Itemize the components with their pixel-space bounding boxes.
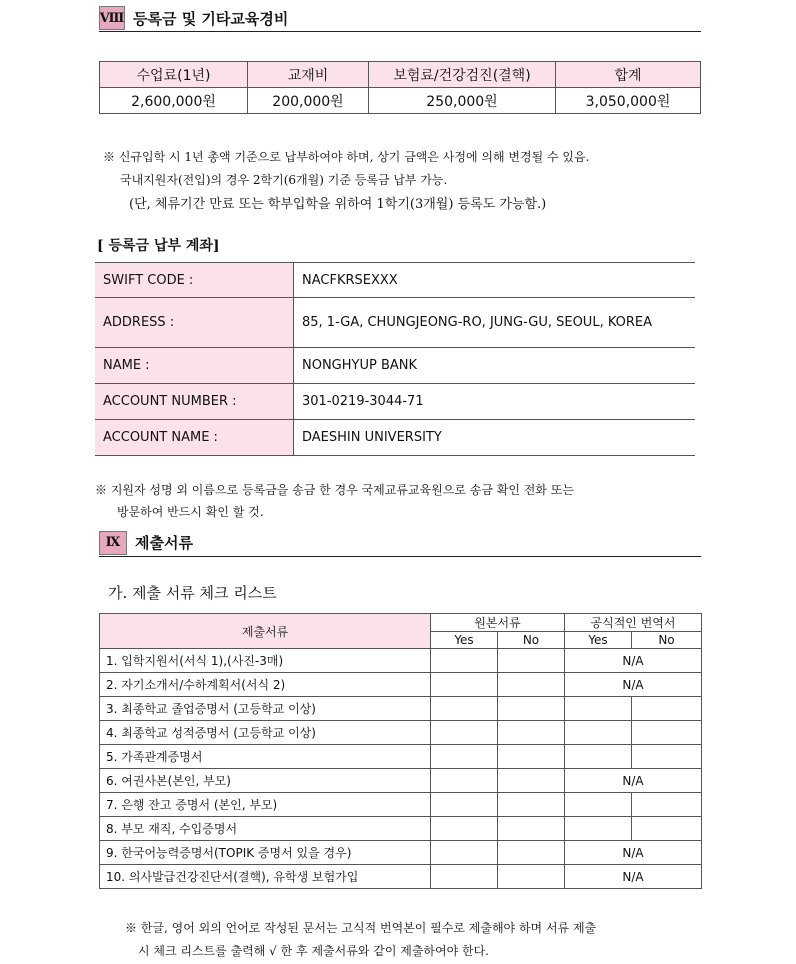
section-8-title: 등록금 및 기타교육경비 xyxy=(133,9,289,28)
account-value: DAESHIN UNIVERSITY xyxy=(294,420,696,456)
checkbox-translation-no[interactable] xyxy=(632,721,702,745)
checklist-row xyxy=(100,697,702,721)
account-value: NONGHYUP BANK xyxy=(294,348,696,384)
account-row xyxy=(95,384,695,420)
checklist-doc: 3. 최종학교 졸업증명서 (고등학교 이상) xyxy=(100,697,431,721)
checkbox-original-no[interactable] xyxy=(498,769,565,793)
account-row xyxy=(95,420,695,456)
checklist-doc: 4. 최종학교 성적증명서 (고등학교 이상) xyxy=(100,721,431,745)
checklist-row xyxy=(100,865,702,889)
checklist-col-original: 원본서류 xyxy=(431,614,565,632)
checkbox-original-no[interactable] xyxy=(498,697,565,721)
checklist-col-doc: 제출서류 xyxy=(100,614,431,649)
tuition-note-3: (단, 체류기간 만료 또는 학부입학을 위하여 1학기(3개월) 등록도 가능함.) xyxy=(129,197,547,212)
account-value: 301-0219-3044-71 xyxy=(294,384,696,420)
tuition-value-cell: 3,050,000원 xyxy=(556,88,701,114)
tuition-header-cell: 보험료/건강검진(결핵) xyxy=(369,62,556,88)
checkbox-original-yes[interactable] xyxy=(431,673,498,697)
checkbox-translation-yes[interactable] xyxy=(565,817,632,841)
checkbox-original-no[interactable] xyxy=(498,793,565,817)
checklist-doc: 5. 가족관계증명서 xyxy=(100,745,431,769)
checklist-doc: 9. 한국어능력증명서(TOPIK 증명서 있을 경우) xyxy=(100,841,431,865)
checklist-row xyxy=(100,649,702,673)
section-9-title: 제출서류 xyxy=(135,534,193,552)
tuition-header-cell: 합계 xyxy=(556,62,701,88)
checkbox-original-yes[interactable] xyxy=(431,841,498,865)
tuition-header-cell: 수업료(1년) xyxy=(100,62,248,88)
tuition-table xyxy=(99,61,701,114)
checkbox-original-yes[interactable] xyxy=(431,745,498,769)
checklist-doc: 2. 자기소개서/수하계획서(서식 2) xyxy=(100,673,431,697)
account-note-2: 방문하여 반드시 확인 할 것. xyxy=(117,505,264,519)
tuition-value-cell: 200,000원 xyxy=(248,88,369,114)
tuition-value-cell: 250,000원 xyxy=(369,88,556,114)
tuition-value-cell: 2,600,000원 xyxy=(100,88,248,114)
checklist-title: 가. 제출 서류 체크 리스트 xyxy=(108,584,277,602)
account-title: [ 등록금 납부 계좌] xyxy=(97,238,220,254)
account-label: ACCOUNT NAME : xyxy=(95,420,294,456)
checkbox-translation-no[interactable] xyxy=(632,745,702,769)
checklist-doc: 6. 여권사본(본인, 부모) xyxy=(100,769,431,793)
section-8-header xyxy=(99,5,701,32)
account-table xyxy=(95,262,695,456)
account-note-1: ※ 지원자 성명 외 이름으로 등록금을 송금 한 경우 국제교류교육원으로 송금 확인 전화 또는 xyxy=(95,483,574,497)
checklist-doc: 7. 은행 잔고 증명서 (본인, 부모) xyxy=(100,793,431,817)
checkbox-translation-no[interactable] xyxy=(632,793,702,817)
tuition-header-cell: 교재비 xyxy=(248,62,369,88)
checklist-col-no: No xyxy=(498,632,565,649)
checkbox-original-yes[interactable] xyxy=(431,697,498,721)
section-8-number: Ⅷ xyxy=(99,6,125,30)
checklist-row xyxy=(100,721,702,745)
translation-na: N/A xyxy=(565,841,702,865)
checklist-row xyxy=(100,673,702,697)
checkbox-original-yes[interactable] xyxy=(431,649,498,673)
checklist-row xyxy=(100,745,702,769)
checkbox-original-yes[interactable] xyxy=(431,865,498,889)
section-9-number: Ⅸ xyxy=(99,531,127,555)
tuition-value-row xyxy=(100,88,701,114)
checkbox-original-yes[interactable] xyxy=(431,769,498,793)
checkbox-original-no[interactable] xyxy=(498,745,565,769)
checkbox-original-no[interactable] xyxy=(498,841,565,865)
checklist-row xyxy=(100,841,702,865)
section-9-header xyxy=(99,529,701,557)
checklist-col-no: No xyxy=(632,632,702,649)
checklist-note-1: ※ 한글, 영어 외의 언어로 작성된 문서는 고식적 번역본이 필수로 제출해야 하며 서류 제출 xyxy=(125,921,597,935)
checklist-col-translation: 공식적인 번역서 xyxy=(565,614,702,632)
tuition-note-1: ※ 신규입학 시 1년 총액 기준으로 납부하여야 하며, 상기 금액은 사정에 의해 변경될 수 있음. xyxy=(103,150,590,164)
checkbox-original-no[interactable] xyxy=(498,721,565,745)
checkbox-translation-no[interactable] xyxy=(632,697,702,721)
checklist-table xyxy=(99,613,702,889)
checkbox-translation-yes[interactable] xyxy=(565,721,632,745)
account-row xyxy=(95,263,695,298)
checkbox-translation-yes[interactable] xyxy=(565,697,632,721)
account-value: 85, 1-GA, CHUNGJEONG-RO, JUNG-GU, SEOUL, KOREA xyxy=(294,298,696,348)
account-row xyxy=(95,348,695,384)
account-label: ACCOUNT NUMBER : xyxy=(95,384,294,420)
tuition-note-2: 국내지원자(전입)의 경우 2학기(6개월) 기준 등록금 납부 가능. xyxy=(120,173,448,187)
translation-na: N/A xyxy=(565,673,702,697)
translation-na: N/A xyxy=(565,769,702,793)
checklist-doc: 8. 부모 재직, 수입증명서 xyxy=(100,817,431,841)
checklist-col-yes: Yes xyxy=(565,632,632,649)
translation-na: N/A xyxy=(565,865,702,889)
account-row xyxy=(95,298,695,348)
account-label: SWIFT CODE : xyxy=(95,263,294,298)
checkbox-original-no[interactable] xyxy=(498,673,565,697)
checklist-row xyxy=(100,817,702,841)
checklist-row xyxy=(100,769,702,793)
checklist-note-2: 시 체크 리스트를 출력해 √ 한 후 제출서류와 같이 제출하여야 한다. xyxy=(138,944,489,958)
checkbox-original-yes[interactable] xyxy=(431,721,498,745)
account-label: NAME : xyxy=(95,348,294,384)
checkbox-original-no[interactable] xyxy=(498,817,565,841)
checklist-doc: 1. 입학지원서(서식 1),(사진-3매) xyxy=(100,649,431,673)
checkbox-translation-yes[interactable] xyxy=(565,793,632,817)
checkbox-original-no[interactable] xyxy=(498,649,565,673)
checkbox-original-yes[interactable] xyxy=(431,793,498,817)
checkbox-original-no[interactable] xyxy=(498,865,565,889)
account-value: NACFKRSEXXX xyxy=(294,263,696,298)
checklist-col-yes: Yes xyxy=(431,632,498,649)
tuition-header-row xyxy=(100,62,701,88)
checkbox-original-yes[interactable] xyxy=(431,817,498,841)
checklist-header-row xyxy=(100,614,702,632)
checklist-doc: 10. 의사발급건강진단서(결핵), 유학생 보험가입 xyxy=(100,865,431,889)
account-label: ADDRESS : xyxy=(95,298,294,348)
translation-na: N/A xyxy=(565,649,702,673)
checkbox-translation-no[interactable] xyxy=(632,817,702,841)
checkbox-translation-yes[interactable] xyxy=(565,745,632,769)
checklist-row xyxy=(100,793,702,817)
